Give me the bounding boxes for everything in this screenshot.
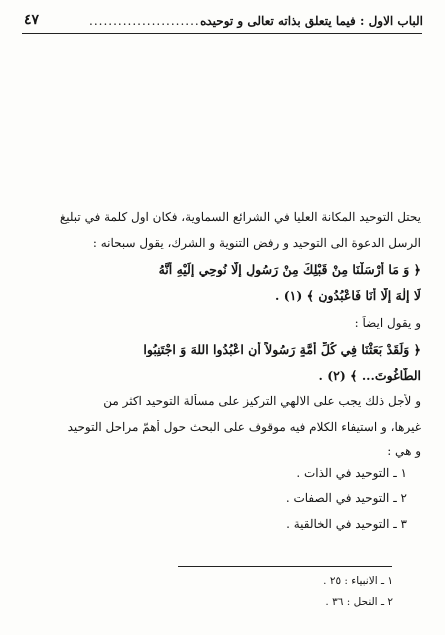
intro-says-also: و يقول ايضاً :	[354, 316, 421, 330]
running-header-title: الباب الاول : فيما يتعلق بذاته تعالى و توحيده	[200, 14, 423, 28]
paragraph-1-line-1: يحتل التوحيد المكانة العليا في الشرائع السماوية، فكان اول كلمة في تبليغ	[59, 210, 421, 224]
paragraph-2-line-2: غيرها، و استيفاء الكلام فيه موقوف على البحث حول أهمّ مراحل التوحيد	[67, 420, 421, 434]
verse-2-line-2: الطَّاغُوتَ... ﴾ (٢) .	[318, 368, 421, 383]
footnote-divider	[178, 566, 392, 567]
verse-1-line-2: لَا إِلٰهَ إِلَّا أَنَا فَاعْبُدُونِ ﴾ (١) .	[275, 288, 421, 303]
paragraph-2-line-1: و لأجل ذلك يجب على الالهي التركيز على مسألة التوحيد اكثر من	[103, 394, 421, 408]
page-number: ٤٧	[24, 12, 40, 28]
verse-2-line-1: ﴿ وَلَقَدْ بَعَثْنَا فِي كُلِّ أُمَّةٍ رَسُولاً أَنِ اعْبُدُوا اللهَ وَ اجْتَنِبُوا	[143, 342, 421, 357]
header-dot-leader: ...........................	[89, 14, 219, 28]
footnote-1: ١ ـ الانبياء : ٢٥ .	[323, 575, 393, 587]
verse-1-line-1: ﴿ وَ مَا أَرْسَلْنَا مِنْ قَبْلِكَ مِنْ رَسُولٍ إِلَّا نُوحِي إِلَيْهِ أَنَّهُ	[158, 262, 421, 277]
footnote-2: ٢ ـ النحل : ٣٦ .	[325, 596, 393, 608]
list-item: ١ ـ التوحيد في الذات .	[296, 466, 407, 480]
list-item: ٣ ـ التوحيد في الخالقية .	[286, 517, 407, 531]
header-divider	[22, 33, 422, 34]
paragraph-2-line-3: و هي :	[387, 444, 421, 458]
list-item: ٢ ـ التوحيد في الصفات .	[285, 491, 407, 505]
paragraph-1-line-2: الرسل الدعوة الى التوحيد و رفض التنوية و الشرك، يقول سبحانه :	[92, 236, 421, 250]
